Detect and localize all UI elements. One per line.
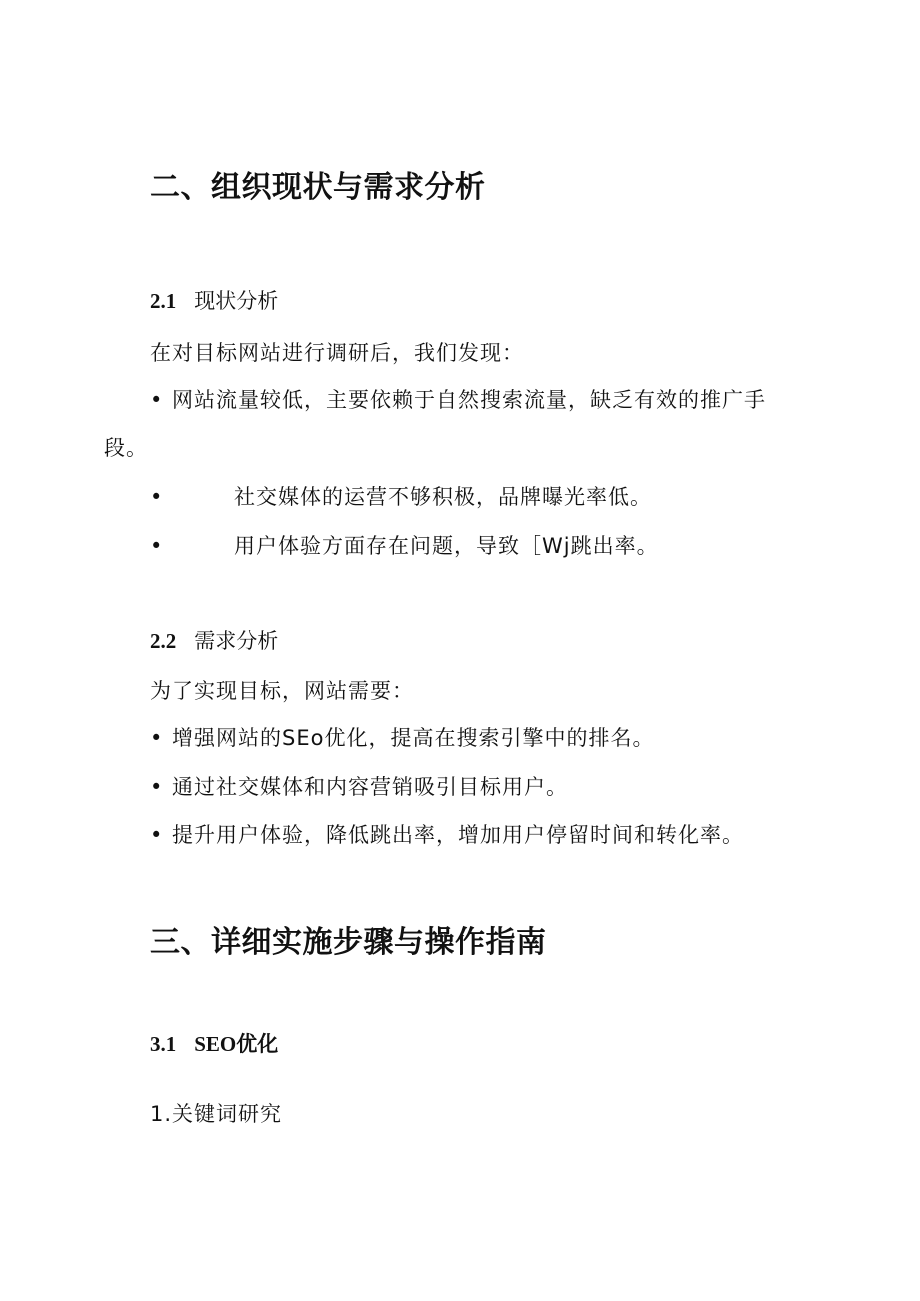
list-item xyxy=(150,385,766,415)
list-item-continuation: 段。 xyxy=(104,436,148,460)
list-item-text: 社交媒体的运营不够积极，品牌曝光率低。 xyxy=(234,485,652,509)
bullet-icon: • xyxy=(150,534,164,558)
list-item-text: 通过社交媒体和内容营销吸引目标用户。 xyxy=(172,775,568,799)
bullet-icon: • xyxy=(150,823,164,847)
list-item xyxy=(150,820,744,850)
subsection-heading-2-1 xyxy=(150,286,278,316)
bullet-icon: • xyxy=(150,388,164,412)
list-item-text: 网站流量较低，主要依赖于自然搜索流量，缺乏有效的推广手 xyxy=(172,388,766,412)
subsection-number: 2.2 xyxy=(150,629,177,653)
list-item xyxy=(150,482,652,512)
paragraph-intro-2-1: 在对目标网站进行调研后，我们发现： xyxy=(150,341,524,365)
subsection-heading-2-2 xyxy=(150,626,278,656)
bullet-icon: • xyxy=(150,775,164,799)
paragraph-intro-2-2: 为了实现目标，网站需要： xyxy=(150,679,414,703)
subsection-number: 3.1 xyxy=(150,1032,177,1056)
bullet-icon: • xyxy=(150,726,164,750)
list-item xyxy=(150,723,654,753)
list-item-text: 增强网站的SEo优化，提高在搜索引擎中的排名。 xyxy=(172,726,655,750)
subsection-number: 2.1 xyxy=(150,289,177,313)
section-heading-3: 三、详细实施步骤与操作指南 xyxy=(150,925,547,960)
list-item xyxy=(150,531,659,561)
section-heading-2: 二、组织现状与需求分析 xyxy=(150,170,486,205)
subsection-title: 需求分析 xyxy=(194,629,279,653)
subsection-heading-3-1 xyxy=(150,1029,278,1059)
numbered-step-1: 1.关键词研究 xyxy=(150,1102,283,1126)
subsection-title: SEO优化 xyxy=(194,1032,279,1056)
list-item-text: 提升用户体验，降低跳出率，增加用户停留时间和转化率。 xyxy=(172,823,744,847)
bullet-icon: • xyxy=(150,485,164,509)
subsection-title: 现状分析 xyxy=(194,289,279,313)
list-item xyxy=(150,772,568,802)
list-item-text: 用户体验方面存在问题，导致［Wj跳出率。 xyxy=(234,534,659,558)
